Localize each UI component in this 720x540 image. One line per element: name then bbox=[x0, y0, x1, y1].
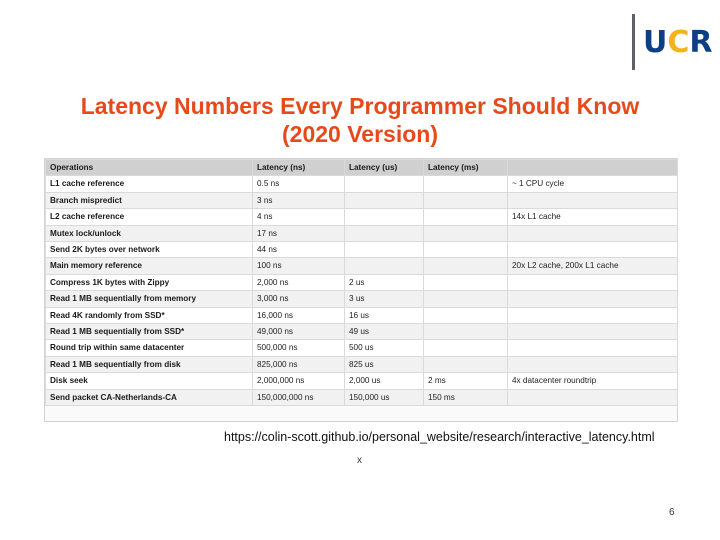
header-operations: Operations bbox=[46, 160, 253, 176]
table-cell: 825 us bbox=[345, 356, 424, 372]
latency-table bbox=[45, 159, 678, 406]
table-cell: 2 ms bbox=[424, 373, 508, 389]
logo-letter-r: R bbox=[689, 24, 713, 60]
table-cell: 49 us bbox=[345, 324, 424, 340]
operation-cell: Compress 1K bytes with Zippy bbox=[46, 274, 253, 290]
table-cell bbox=[424, 209, 508, 225]
table-row bbox=[46, 291, 678, 307]
table-cell bbox=[508, 192, 678, 208]
table-cell: 825,000 ns bbox=[253, 356, 345, 372]
table-row bbox=[46, 340, 678, 356]
page-number: 6 bbox=[669, 507, 675, 518]
table-cell bbox=[345, 225, 424, 241]
table-cell: 3 us bbox=[345, 291, 424, 307]
table-cell bbox=[345, 176, 424, 192]
table-cell: 150,000,000 ns bbox=[253, 389, 345, 405]
table-cell bbox=[424, 258, 508, 274]
slide-title-line1: Latency Numbers Every Programmer Should Know bbox=[80, 93, 640, 119]
operation-cell: Disk seek bbox=[46, 373, 253, 389]
operation-cell: Send packet CA-Netherlands-CA bbox=[46, 389, 253, 405]
table-cell bbox=[424, 340, 508, 356]
operation-cell: Read 1 MB sequentially from SSD* bbox=[46, 324, 253, 340]
stray-mark: x bbox=[357, 455, 362, 466]
operation-cell: Mutex lock/unlock bbox=[46, 225, 253, 241]
table-cell bbox=[424, 307, 508, 323]
ucr-logo bbox=[632, 14, 713, 70]
table-cell: 150,000 us bbox=[345, 389, 424, 405]
table-cell bbox=[424, 242, 508, 258]
table-row bbox=[46, 192, 678, 208]
operation-cell: L1 cache reference bbox=[46, 176, 253, 192]
table-cell bbox=[508, 225, 678, 241]
table-cell: 500 us bbox=[345, 340, 424, 356]
table-row bbox=[46, 209, 678, 225]
table-cell bbox=[424, 324, 508, 340]
operation-cell: Read 1 MB sequentially from memory bbox=[46, 291, 253, 307]
table-cell: 16 us bbox=[345, 307, 424, 323]
source-url: https://colin-scott.github.io/personal_website/research/interactive_latency.html bbox=[224, 430, 655, 444]
table-cell bbox=[508, 389, 678, 405]
latency-table-container bbox=[44, 158, 678, 422]
operation-cell: Main memory reference bbox=[46, 258, 253, 274]
table-cell: ~ 1 CPU cycle bbox=[508, 176, 678, 192]
header-latency-us: Latency (us) bbox=[345, 160, 424, 176]
table-cell: 4 ns bbox=[253, 209, 345, 225]
table-cell: 150 ms bbox=[424, 389, 508, 405]
table-row bbox=[46, 274, 678, 290]
logo-divider bbox=[632, 14, 635, 70]
table-cell: 44 ns bbox=[253, 242, 345, 258]
table-cell bbox=[508, 242, 678, 258]
table-cell bbox=[345, 209, 424, 225]
table-cell bbox=[508, 340, 678, 356]
table-cell: 2,000 ns bbox=[253, 274, 345, 290]
table-row bbox=[46, 225, 678, 241]
table-cell: 500,000 ns bbox=[253, 340, 345, 356]
table-header-row bbox=[46, 160, 678, 176]
table-cell bbox=[508, 324, 678, 340]
table-cell bbox=[424, 274, 508, 290]
table-cell: 3,000 ns bbox=[253, 291, 345, 307]
operation-cell: L2 cache reference bbox=[46, 209, 253, 225]
table-cell: 14x L1 cache bbox=[508, 209, 678, 225]
table-cell bbox=[424, 225, 508, 241]
table-row bbox=[46, 176, 678, 192]
logo-text bbox=[643, 25, 713, 60]
table-cell bbox=[508, 307, 678, 323]
table-cell: 2,000 us bbox=[345, 373, 424, 389]
table-cell bbox=[424, 356, 508, 372]
operation-cell: Round trip within same datacenter bbox=[46, 340, 253, 356]
table-cell bbox=[345, 242, 424, 258]
table-cell: 0.5 ns bbox=[253, 176, 345, 192]
operation-cell: Branch mispredict bbox=[46, 192, 253, 208]
operation-cell: Read 4K randomly from SSD* bbox=[46, 307, 253, 323]
table-row bbox=[46, 356, 678, 372]
table-row bbox=[46, 373, 678, 389]
table-row bbox=[46, 258, 678, 274]
table-cell: 16,000 ns bbox=[253, 307, 345, 323]
table-cell: 2 us bbox=[345, 274, 424, 290]
table-cell bbox=[508, 291, 678, 307]
operation-cell: Send 2K bytes over network bbox=[46, 242, 253, 258]
table-cell bbox=[508, 274, 678, 290]
table-cell: 2,000,000 ns bbox=[253, 373, 345, 389]
header-latency-ms: Latency (ms) bbox=[424, 160, 508, 176]
table-row bbox=[46, 389, 678, 405]
logo-letter-u: U bbox=[643, 24, 668, 60]
table-row bbox=[46, 242, 678, 258]
operation-cell: Read 1 MB sequentially from disk bbox=[46, 356, 253, 372]
logo-letter-c: C bbox=[667, 24, 690, 60]
table-row bbox=[46, 324, 678, 340]
table-cell: 100 ns bbox=[253, 258, 345, 274]
header-notes bbox=[508, 160, 678, 176]
table-cell bbox=[424, 176, 508, 192]
table-cell bbox=[508, 356, 678, 372]
table-cell bbox=[345, 258, 424, 274]
table-cell: 4x datacenter roundtrip bbox=[508, 373, 678, 389]
header-latency-ns: Latency (ns) bbox=[253, 160, 345, 176]
table-cell: 20x L2 cache, 200x L1 cache bbox=[508, 258, 678, 274]
table-cell bbox=[424, 192, 508, 208]
table-row bbox=[46, 307, 678, 323]
table-cell: 49,000 ns bbox=[253, 324, 345, 340]
table-cell: 3 ns bbox=[253, 192, 345, 208]
table-cell: 17 ns bbox=[253, 225, 345, 241]
table-cell bbox=[424, 291, 508, 307]
slide-title-line2: (2020 Version) bbox=[282, 121, 438, 147]
table-cell bbox=[345, 192, 424, 208]
slide-title bbox=[0, 92, 720, 148]
